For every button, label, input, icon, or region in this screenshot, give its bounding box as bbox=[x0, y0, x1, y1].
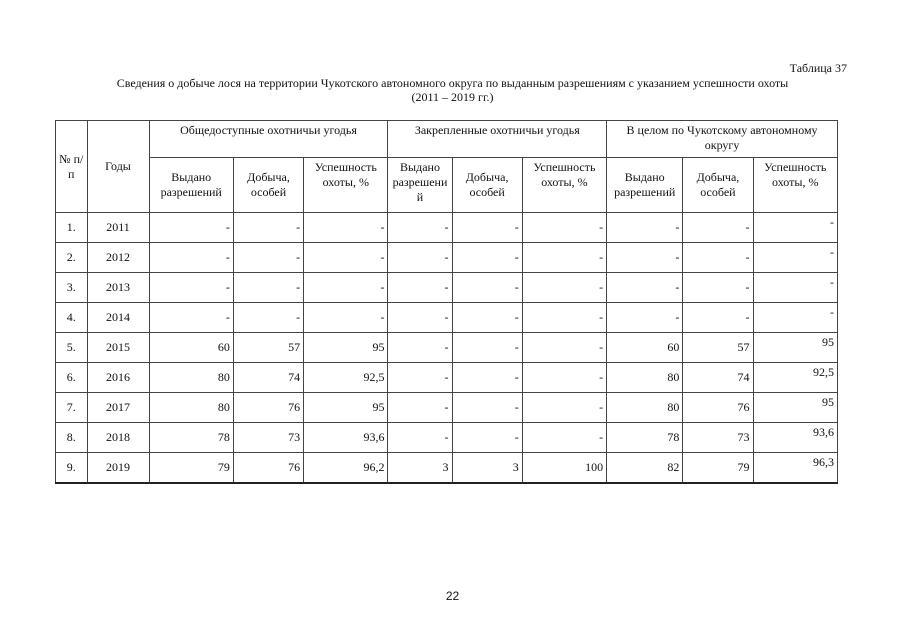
cell-row-number: 9. bbox=[56, 453, 88, 484]
cell-assigned-issued: 3 bbox=[388, 453, 452, 484]
cell-public-success: 93,6 bbox=[304, 423, 388, 453]
cell-public-harvest: 76 bbox=[233, 393, 303, 423]
cell-assigned-success: - bbox=[522, 423, 606, 453]
cell-assigned-success: 100 bbox=[522, 453, 606, 484]
cell-assigned-issued: - bbox=[388, 273, 452, 303]
cell-public-success: 96,2 bbox=[304, 453, 388, 484]
cell-public-harvest: - bbox=[233, 213, 303, 243]
cell-year: 2018 bbox=[87, 423, 149, 453]
cell-public-issued: - bbox=[149, 243, 233, 273]
cell-total-issued: 80 bbox=[607, 363, 683, 393]
cell-row-number: 1. bbox=[56, 213, 88, 243]
cell-year: 2017 bbox=[87, 393, 149, 423]
header-issued: Выдано разрешений bbox=[149, 158, 233, 213]
cell-public-success: - bbox=[304, 273, 388, 303]
cell-assigned-harvest: - bbox=[452, 243, 522, 273]
cell-public-success: - bbox=[304, 303, 388, 333]
header-row-1 bbox=[56, 121, 838, 158]
cell-public-success: - bbox=[304, 243, 388, 273]
cell-total-issued: 60 bbox=[607, 333, 683, 363]
cell-total-issued: - bbox=[607, 243, 683, 273]
table-row bbox=[56, 423, 838, 453]
cell-total-success: 93,6 bbox=[753, 423, 838, 453]
table-row bbox=[56, 363, 838, 393]
header-harvest: Добыча, особей bbox=[233, 158, 303, 213]
cell-row-number: 4. bbox=[56, 303, 88, 333]
cell-public-issued: - bbox=[149, 303, 233, 333]
cell-public-issued: 78 bbox=[149, 423, 233, 453]
cell-assigned-harvest: - bbox=[452, 393, 522, 423]
cell-assigned-harvest: - bbox=[452, 273, 522, 303]
cell-year: 2012 bbox=[87, 243, 149, 273]
cell-total-harvest: - bbox=[683, 213, 753, 243]
cell-total-success: - bbox=[753, 243, 838, 273]
cell-year: 2014 bbox=[87, 303, 149, 333]
table-body bbox=[56, 213, 838, 484]
page-number: 22 bbox=[445, 589, 460, 603]
cell-assigned-harvest: - bbox=[452, 213, 522, 243]
cell-row-number: 2. bbox=[56, 243, 88, 273]
header-issued: Выдано разрешений bbox=[607, 158, 683, 213]
header-years: Годы bbox=[87, 121, 149, 213]
cell-total-harvest: - bbox=[683, 303, 753, 333]
header-harvest: Добыча, особей bbox=[452, 158, 522, 213]
cell-assigned-harvest: - bbox=[452, 333, 522, 363]
cell-total-success: 95 bbox=[753, 393, 838, 423]
cell-public-issued: 60 bbox=[149, 333, 233, 363]
cell-public-harvest: 73 bbox=[233, 423, 303, 453]
cell-public-harvest: - bbox=[233, 303, 303, 333]
cell-assigned-issued: - bbox=[388, 423, 452, 453]
cell-assigned-harvest: - bbox=[452, 363, 522, 393]
header-success: Успешность охоты, % bbox=[753, 158, 838, 213]
cell-assigned-success: - bbox=[522, 363, 606, 393]
table-row bbox=[56, 393, 838, 423]
cell-assigned-success: - bbox=[522, 393, 606, 423]
cell-total-issued: 82 bbox=[607, 453, 683, 484]
caption-line-1: Сведения о добыче лося на территории Чукотского автономного округа по выданным разрешениям с указанием успешности охоты bbox=[116, 76, 789, 90]
cell-row-number: 3. bbox=[56, 273, 88, 303]
cell-public-success: 92,5 bbox=[304, 363, 388, 393]
table-row bbox=[56, 273, 838, 303]
cell-assigned-issued: - bbox=[388, 393, 452, 423]
cell-total-success: - bbox=[753, 273, 838, 303]
cell-assigned-issued: - bbox=[388, 213, 452, 243]
cell-public-success: - bbox=[304, 213, 388, 243]
cell-total-success: 92,5 bbox=[753, 363, 838, 393]
header-row-2 bbox=[56, 158, 838, 213]
header-harvest: Добыча, особей bbox=[683, 158, 753, 213]
cell-assigned-success: - bbox=[522, 213, 606, 243]
cell-year: 2011 bbox=[87, 213, 149, 243]
table-number: Таблица 37 bbox=[789, 61, 847, 75]
table-row bbox=[56, 243, 838, 273]
table-row bbox=[56, 303, 838, 333]
cell-public-success: 95 bbox=[304, 393, 388, 423]
moose-harvest-table bbox=[55, 120, 838, 484]
header-issued: Выдано разрешени й bbox=[388, 158, 452, 213]
cell-public-issued: 80 bbox=[149, 363, 233, 393]
cell-year: 2013 bbox=[87, 273, 149, 303]
cell-assigned-harvest: - bbox=[452, 303, 522, 333]
header-public-grounds: Общедоступные охотничьи угодья bbox=[149, 121, 388, 158]
cell-year: 2015 bbox=[87, 333, 149, 363]
cell-public-harvest: - bbox=[233, 243, 303, 273]
cell-public-harvest: 57 bbox=[233, 333, 303, 363]
cell-total-harvest: 73 bbox=[683, 423, 753, 453]
cell-assigned-success: - bbox=[522, 333, 606, 363]
cell-row-number: 5. bbox=[56, 333, 88, 363]
cell-total-issued: - bbox=[607, 303, 683, 333]
cell-assigned-harvest: - bbox=[452, 423, 522, 453]
cell-assigned-success: - bbox=[522, 303, 606, 333]
cell-public-harvest: - bbox=[233, 273, 303, 303]
cell-total-harvest: 57 bbox=[683, 333, 753, 363]
cell-row-number: 7. bbox=[56, 393, 88, 423]
cell-total-success: 96,3 bbox=[753, 453, 838, 484]
cell-public-issued: - bbox=[149, 213, 233, 243]
cell-assigned-issued: - bbox=[388, 363, 452, 393]
cell-total-issued: 78 bbox=[607, 423, 683, 453]
cell-public-harvest: 76 bbox=[233, 453, 303, 484]
cell-assigned-issued: - bbox=[388, 303, 452, 333]
cell-total-harvest: 79 bbox=[683, 453, 753, 484]
cell-public-issued: 80 bbox=[149, 393, 233, 423]
cell-row-number: 8. bbox=[56, 423, 88, 453]
cell-public-success: 95 bbox=[304, 333, 388, 363]
cell-total-success: 95 bbox=[753, 333, 838, 363]
cell-assigned-issued: - bbox=[388, 333, 452, 363]
cell-total-harvest: - bbox=[683, 243, 753, 273]
cell-total-issued: - bbox=[607, 213, 683, 243]
table-row bbox=[56, 213, 838, 243]
cell-year: 2019 bbox=[87, 453, 149, 484]
cell-total-success: - bbox=[753, 303, 838, 333]
cell-total-success: - bbox=[753, 213, 838, 243]
cell-total-harvest: 74 bbox=[683, 363, 753, 393]
caption-line-2: (2011 – 2019 гг.) bbox=[411, 90, 494, 104]
header-success: Успешность охоты, % bbox=[522, 158, 606, 213]
cell-assigned-harvest: 3 bbox=[452, 453, 522, 484]
cell-total-harvest: 76 bbox=[683, 393, 753, 423]
header-assigned-grounds: Закрепленные охотничьи угодья bbox=[388, 121, 607, 158]
header-num: № п/п bbox=[56, 121, 88, 213]
cell-public-harvest: 74 bbox=[233, 363, 303, 393]
header-okrug-total: В целом по Чукотскому автономному округу bbox=[607, 121, 838, 158]
table-caption bbox=[55, 76, 850, 104]
table-row bbox=[56, 333, 838, 363]
header-success: Успешность охоты, % bbox=[304, 158, 388, 213]
cell-total-issued: 80 bbox=[607, 393, 683, 423]
cell-assigned-success: - bbox=[522, 273, 606, 303]
cell-row-number: 6. bbox=[56, 363, 88, 393]
table-row bbox=[56, 453, 838, 484]
cell-total-issued: - bbox=[607, 273, 683, 303]
cell-assigned-issued: - bbox=[388, 243, 452, 273]
cell-assigned-success: - bbox=[522, 243, 606, 273]
cell-public-issued: 79 bbox=[149, 453, 233, 484]
cell-year: 2016 bbox=[87, 363, 149, 393]
cell-public-issued: - bbox=[149, 273, 233, 303]
cell-total-harvest: - bbox=[683, 273, 753, 303]
